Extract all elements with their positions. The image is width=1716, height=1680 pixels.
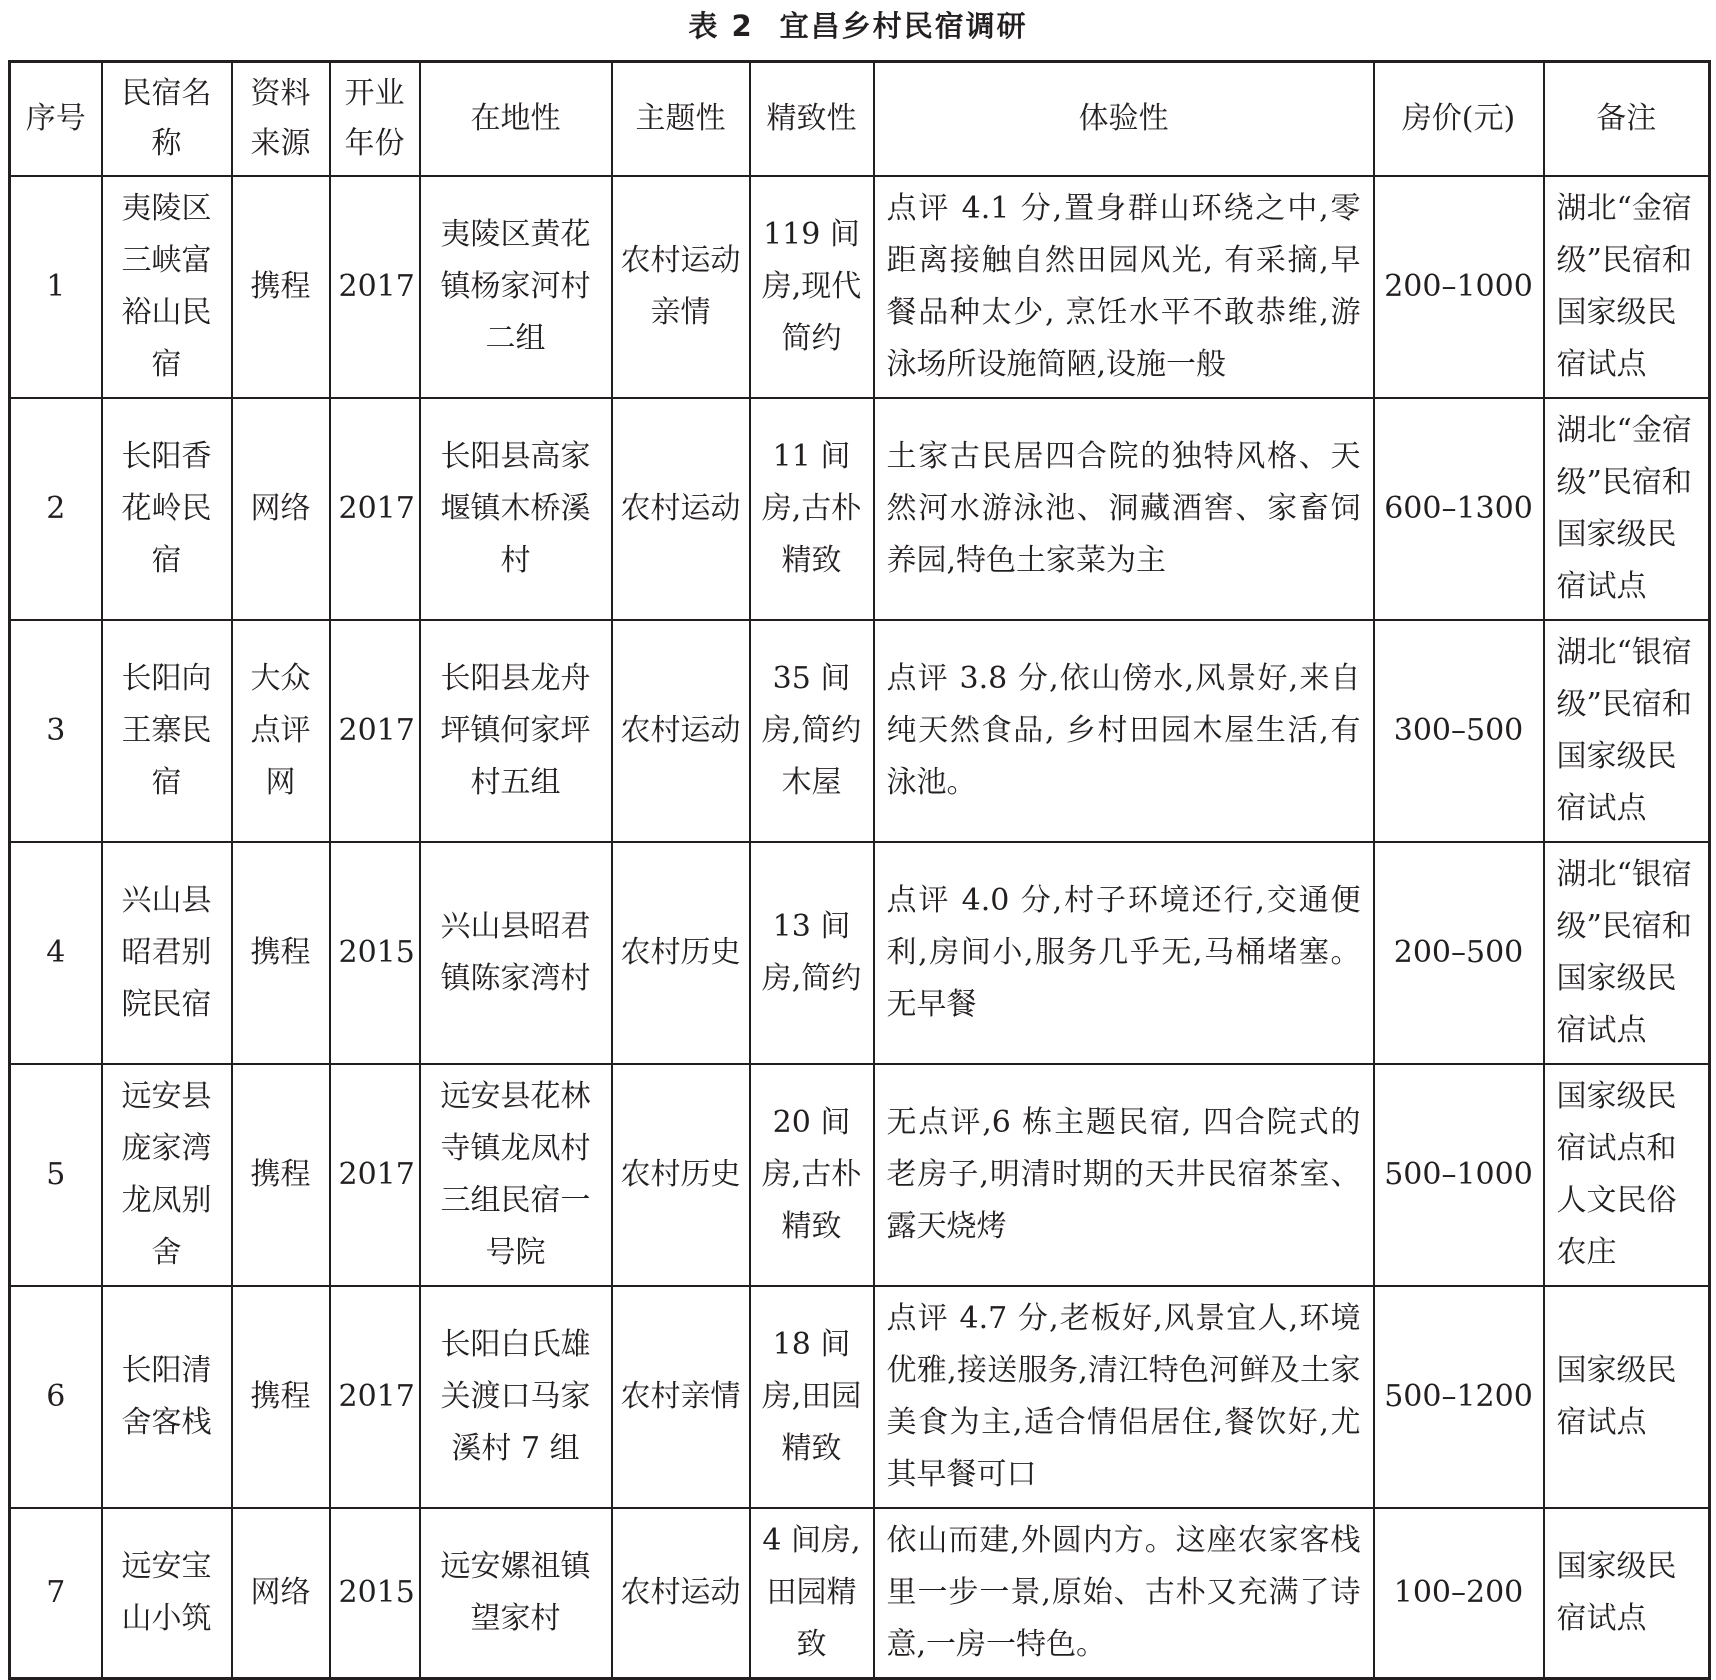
cell-location: 夷陵区黄花镇杨家河村二组 xyxy=(420,176,612,398)
cell-location: 长阳县龙舟坪镇何家坪村五组 xyxy=(420,620,612,842)
cell-note: 国家级民宿试点和人文民俗农庄 xyxy=(1544,1064,1710,1286)
cell-no: 2 xyxy=(10,398,102,620)
cell-year: 2017 xyxy=(330,1064,420,1286)
header-price: 房价(元) xyxy=(1374,62,1544,177)
cell-price: 500–1000 xyxy=(1374,1064,1544,1286)
cell-refinement: 35 间房,简约木屋 xyxy=(750,620,874,842)
cell-theme: 农村历史 xyxy=(612,1064,750,1286)
cell-name: 长阳香花岭民宿 xyxy=(102,398,232,620)
cell-no: 4 xyxy=(10,842,102,1064)
table-number: 表 2 xyxy=(688,9,754,43)
table-caption xyxy=(0,4,1716,48)
header-experience: 体验性 xyxy=(874,62,1374,177)
cell-location: 长阳县高家堰镇木桥溪村 xyxy=(420,398,612,620)
cell-no: 3 xyxy=(10,620,102,842)
table-row xyxy=(10,398,1710,620)
cell-source: 携程 xyxy=(232,176,330,398)
cell-refinement: 119 间房,现代简约 xyxy=(750,176,874,398)
cell-refinement: 18 间房,田园精致 xyxy=(750,1286,874,1508)
cell-theme: 农村历史 xyxy=(612,842,750,1064)
cell-price: 500–1200 xyxy=(1374,1286,1544,1508)
cell-name: 夷陵区三峡富裕山民宿 xyxy=(102,176,232,398)
cell-year: 2015 xyxy=(330,1508,420,1679)
cell-price: 300–500 xyxy=(1374,620,1544,842)
cell-price: 100–200 xyxy=(1374,1508,1544,1679)
table-row xyxy=(10,1508,1710,1679)
cell-refinement: 11 间房,古朴精致 xyxy=(750,398,874,620)
cell-source: 携程 xyxy=(232,1064,330,1286)
cell-theme: 农村亲情 xyxy=(612,1286,750,1508)
cell-experience: 点评 3.8 分,依山傍水,风景好,来自纯天然食品, 乡村田园木屋生活,有泳池。 xyxy=(874,620,1374,842)
cell-experience: 点评 4.1 分,置身群山环绕之中,零距离接触自然田园风光, 有采摘,早餐品种太少, 烹饪水平不敢恭维,游泳场所设施简陋,设施一般 xyxy=(874,176,1374,398)
cell-experience: 依山而建,外圆内方。这座农家客栈里一步一景,原始、古朴又充满了诗意,一房一特色。 xyxy=(874,1508,1374,1679)
header-row xyxy=(10,62,1710,177)
header-year: 开业年份 xyxy=(330,62,420,177)
header-refinement: 精致性 xyxy=(750,62,874,177)
cell-theme: 农村运动 xyxy=(612,398,750,620)
cell-note: 湖北“金宿级”民宿和国家级民宿试点 xyxy=(1544,176,1710,398)
cell-year: 2017 xyxy=(330,398,420,620)
cell-name: 长阳向王寨民宿 xyxy=(102,620,232,842)
cell-refinement: 4 间房,田园精致 xyxy=(750,1508,874,1679)
header-location: 在地性 xyxy=(420,62,612,177)
cell-price: 200–1000 xyxy=(1374,176,1544,398)
cell-year: 2015 xyxy=(330,842,420,1064)
cell-location: 远安县花林寺镇龙凤村三组民宿一号院 xyxy=(420,1064,612,1286)
cell-refinement: 20 间房,古朴精致 xyxy=(750,1064,874,1286)
cell-note: 国家级民宿试点 xyxy=(1544,1508,1710,1679)
cell-refinement: 13 间房,简约 xyxy=(750,842,874,1064)
cell-note: 湖北“银宿级”民宿和国家级民宿试点 xyxy=(1544,620,1710,842)
cell-theme: 农村运动 xyxy=(612,1508,750,1679)
header-no: 序号 xyxy=(10,62,102,177)
cell-source: 网络 xyxy=(232,398,330,620)
cell-theme: 农村运动 xyxy=(612,620,750,842)
cell-price: 600–1300 xyxy=(1374,398,1544,620)
cell-location: 兴山县昭君镇陈家湾村 xyxy=(420,842,612,1064)
cell-no: 6 xyxy=(10,1286,102,1508)
header-note: 备注 xyxy=(1544,62,1710,177)
cell-year: 2017 xyxy=(330,620,420,842)
table-title: 宜昌乡村民宿调研 xyxy=(779,9,1028,43)
cell-note: 国家级民宿试点 xyxy=(1544,1286,1710,1508)
cell-name: 长阳清舍客栈 xyxy=(102,1286,232,1508)
cell-note: 湖北“银宿级”民宿和国家级民宿试点 xyxy=(1544,842,1710,1064)
cell-experience: 点评 4.7 分,老板好,风景宜人,环境优雅,接送服务,清江特色河鲜及土家美食为主,适合情侣居住,餐饮好,尤其早餐可口 xyxy=(874,1286,1374,1508)
cell-year: 2017 xyxy=(330,1286,420,1508)
table-row xyxy=(10,1064,1710,1286)
cell-no: 5 xyxy=(10,1064,102,1286)
cell-theme: 农村运动亲情 xyxy=(612,176,750,398)
table-row xyxy=(10,620,1710,842)
header-name: 民宿名称 xyxy=(102,62,232,177)
header-theme: 主题性 xyxy=(612,62,750,177)
cell-source: 大众点评网 xyxy=(232,620,330,842)
cell-name: 远安宝山小筑 xyxy=(102,1508,232,1679)
cell-source: 网络 xyxy=(232,1508,330,1679)
homestay-survey-table xyxy=(8,60,1711,1680)
cell-source: 携程 xyxy=(232,842,330,1064)
cell-no: 7 xyxy=(10,1508,102,1679)
cell-location: 长阳白氏雄关渡口马家溪村 7 组 xyxy=(420,1286,612,1508)
cell-name: 兴山县昭君别院民宿 xyxy=(102,842,232,1064)
cell-source: 携程 xyxy=(232,1286,330,1508)
cell-location: 远安嫘祖镇望家村 xyxy=(420,1508,612,1679)
header-source: 资料来源 xyxy=(232,62,330,177)
cell-price: 200–500 xyxy=(1374,842,1544,1064)
cell-note: 湖北“金宿级”民宿和国家级民宿试点 xyxy=(1544,398,1710,620)
table-row xyxy=(10,176,1710,398)
cell-year: 2017 xyxy=(330,176,420,398)
table-row xyxy=(10,1286,1710,1508)
cell-experience: 点评 4.0 分,村子环境还行,交通便利,房间小,服务几乎无,马桶堵塞。无早餐 xyxy=(874,842,1374,1064)
cell-no: 1 xyxy=(10,176,102,398)
cell-experience: 土家古民居四合院的独特风格、天然河水游泳池、洞藏酒窖、家畜饲养园,特色土家菜为主 xyxy=(874,398,1374,620)
cell-name: 远安县庞家湾龙凤别舍 xyxy=(102,1064,232,1286)
cell-experience: 无点评,6 栋主题民宿, 四合院式的老房子,明清时期的天井民宿茶室、露天烧烤 xyxy=(874,1064,1374,1286)
table-row xyxy=(10,842,1710,1064)
